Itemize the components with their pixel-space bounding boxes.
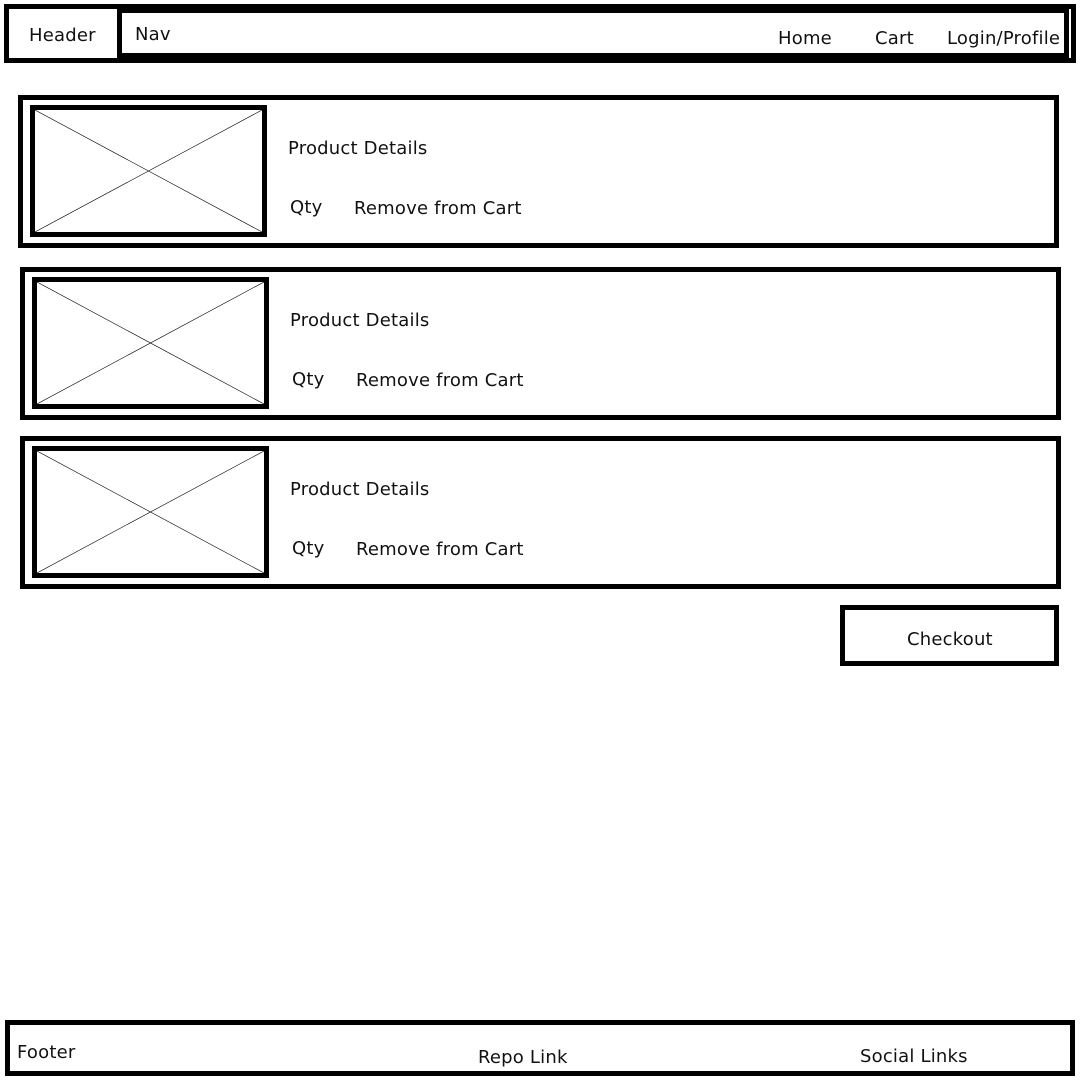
qty-control[interactable]: Qty <box>290 197 323 218</box>
product-details: Product Details <box>288 138 428 159</box>
product-details: Product Details <box>290 479 430 500</box>
cart-item <box>20 267 1061 420</box>
main-nav <box>117 8 1069 58</box>
image-placeholder-icon <box>30 105 267 237</box>
cart-item <box>20 436 1061 589</box>
header-label: Header <box>29 25 96 46</box>
image-placeholder-icon <box>32 277 269 409</box>
social-links[interactable]: Social Links <box>860 1046 968 1067</box>
checkout-label: Checkout <box>907 629 993 650</box>
remove-from-cart-button[interactable]: Remove from Cart <box>354 198 522 219</box>
cart-item <box>18 95 1059 248</box>
remove-from-cart-button[interactable]: Remove from Cart <box>356 370 524 391</box>
qty-control[interactable]: Qty <box>292 369 325 390</box>
nav-login-profile-link[interactable]: Login/Profile <box>947 28 1061 49</box>
site-footer <box>5 1020 1075 1076</box>
qty-control[interactable]: Qty <box>292 538 325 559</box>
nav-cart-link[interactable]: Cart <box>875 28 914 49</box>
nav-home-link[interactable]: Home <box>778 28 832 49</box>
footer-label: Footer <box>17 1042 76 1063</box>
nav-label: Nav <box>135 24 171 45</box>
image-placeholder-icon <box>32 446 269 578</box>
repo-link[interactable]: Repo Link <box>478 1047 568 1068</box>
checkout-button[interactable] <box>840 605 1059 666</box>
product-details: Product Details <box>290 310 430 331</box>
remove-from-cart-button[interactable]: Remove from Cart <box>356 539 524 560</box>
